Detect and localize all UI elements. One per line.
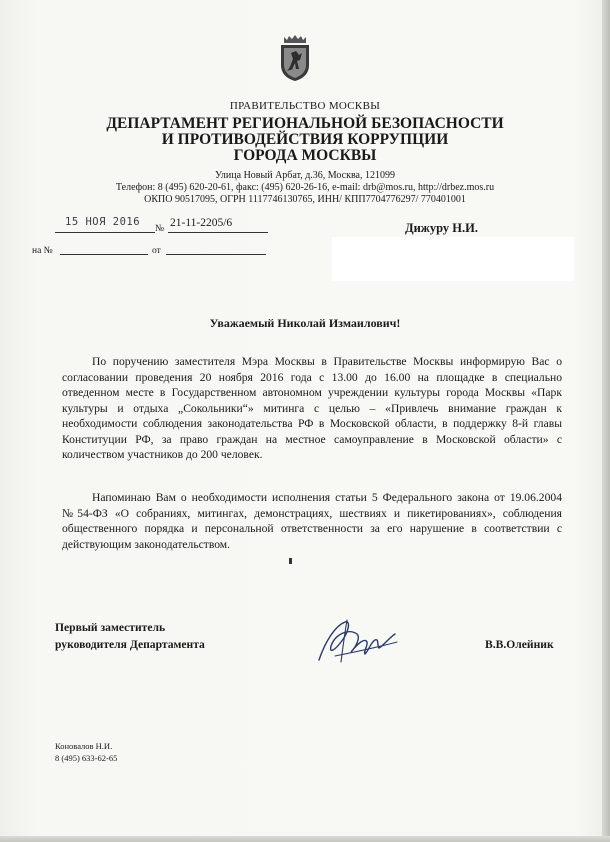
ink-mark bbox=[289, 558, 292, 564]
executor-phone: 8 (495) 633-62-65 bbox=[55, 753, 118, 763]
reference-from: от bbox=[152, 246, 161, 256]
department-contacts: Телефон: 8 (495) 620-20-61, факс: (495) 620-26-16, e-mail: drb@mos.ru, http://drbez.mos.ru bbox=[115, 182, 495, 193]
greeting: Уважаемый Николай Измаилович! bbox=[209, 316, 401, 330]
reference-number-line bbox=[60, 254, 148, 255]
reference-prefix: на № bbox=[32, 246, 53, 256]
department-address: Улица Новый Арбат, д.36, Москва, 121099 bbox=[214, 170, 395, 181]
redacted-area bbox=[332, 237, 574, 281]
signatory-name: В.В.Олейник bbox=[485, 638, 554, 651]
reference-date-line bbox=[166, 254, 266, 255]
department-codes: ОКПО 90517095, ОГРН 1117746130765, ИНН/ КПП7704776297/ 770401001 bbox=[144, 194, 466, 205]
department-name-line1: ДЕПАРТАМЕНТ РЕГИОНАЛЬНОЙ БЕЗОПАСНОСТИ bbox=[106, 115, 504, 132]
number-underline bbox=[168, 232, 268, 233]
signatory-title-line1: Первый заместитель bbox=[55, 621, 166, 634]
department-name-line3: ГОРОДА МОСКВЫ bbox=[233, 147, 377, 164]
signatory-title bbox=[55, 619, 205, 653]
date-stamp: 15 НОЯ 2016 bbox=[65, 216, 141, 228]
handwritten-signature bbox=[305, 612, 405, 672]
date-underline bbox=[55, 232, 155, 233]
outgoing-number: 21-11-2205/6 bbox=[170, 217, 233, 229]
scan-edge-bottom bbox=[0, 836, 610, 842]
executor-name: Коновалов Н.И. bbox=[55, 741, 113, 751]
signatory-title-line2: руководителя Департамента bbox=[55, 638, 205, 651]
moscow-coat-of-arms-icon bbox=[277, 33, 313, 83]
number-sign: № bbox=[155, 224, 165, 234]
body-paragraph-1: По поручению заместителя Мэра Москвы в Правительстве Москвы информирую Вас о согласовании проведения 20 ноября 2016 года с 13.00 до 16.00 на площадке в специально отведенном месте в Государственном автономном учреждении культуры города Москвы «Парк культуры и отдыха „Сокольники“» митинга с целью – «Привлечь внимание граждан к необходимости соблюдения законодательства РФ в Московской области, в поддержку 8-й главы Конституции РФ, за право граждан на местное самоуправление в Московской области» с количеством участников до 200 человек. bbox=[62, 355, 562, 461]
body-paragraph-2: Напоминаю Вам о необходимости исполнения статьи 5 Федерального закона от 19.06.2004 №54-ФЗ «О собраниях, митингах, демонстрациях, шествиях и пикетированиях», соблюдения общественного порядка и персональной ответственности за его нарушение в соответствии с действующим законодательством. bbox=[62, 491, 562, 551]
government-name: ПРАВИТЕЛЬСТВО МОСКВЫ bbox=[229, 100, 381, 112]
department-name-line2: И ПРОТИВОДЕЙСТВИЯ КОРРУПЦИИ bbox=[161, 131, 449, 148]
executor-info bbox=[55, 740, 117, 764]
recipient-name: Дижуру Н.И. bbox=[405, 221, 478, 235]
